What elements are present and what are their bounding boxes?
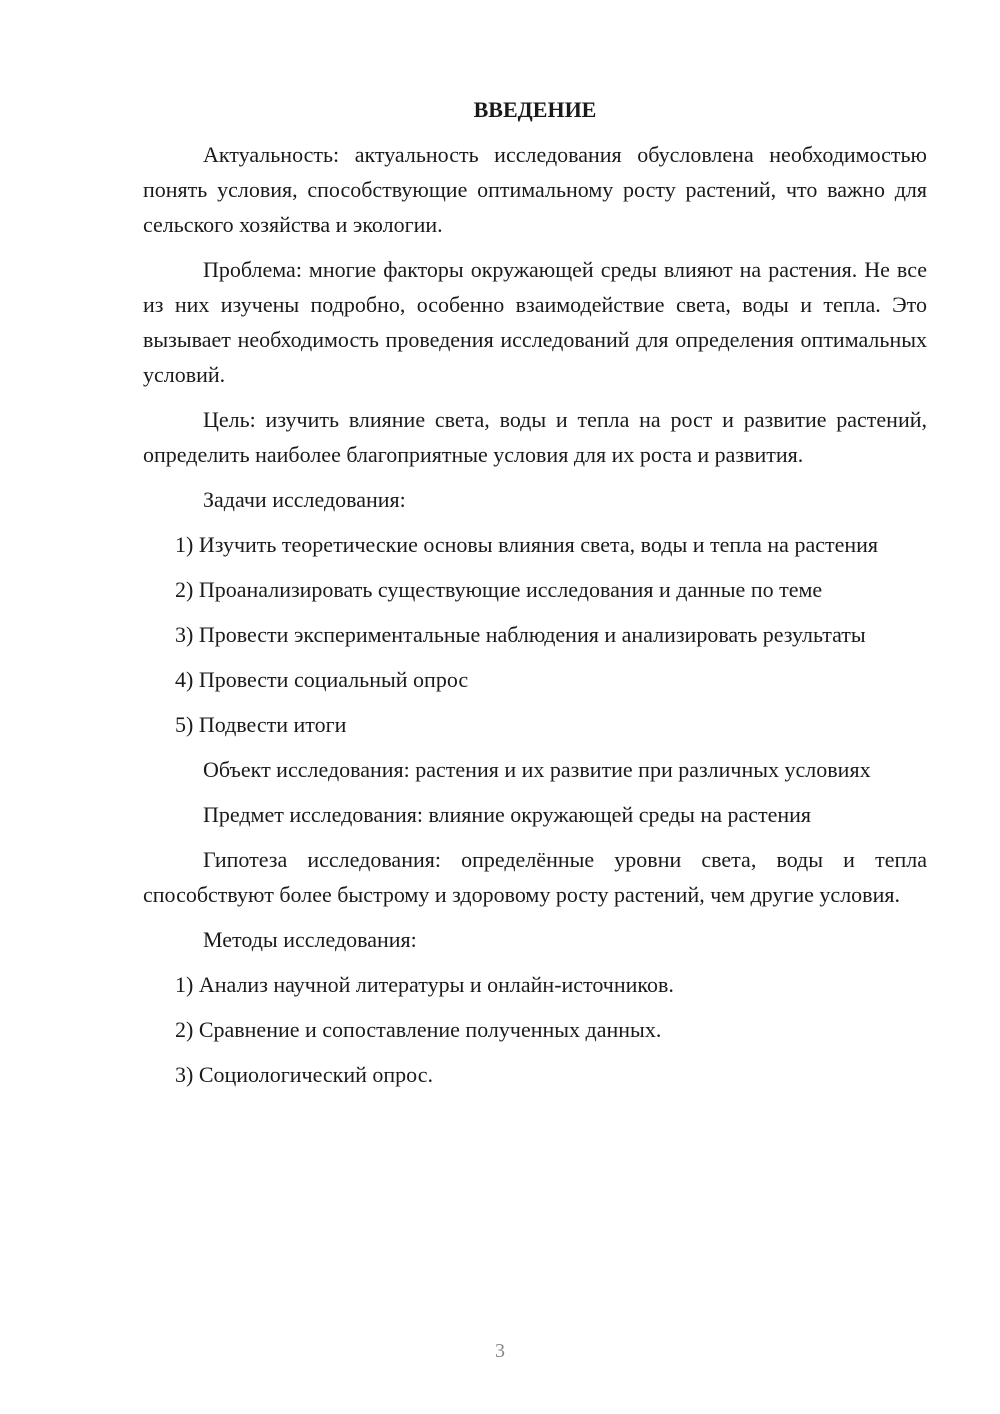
method-item-1: 1) Анализ научной литературы и онлайн-источников. — [175, 972, 674, 997]
problem-paragraph: Проблема: многие факторы окружающей среды влияют на растения. Не все из них изучены подробно, особенно взаимодействие света, воды и тепла. Это вызывает необходимость проведения исследований для определения оптимальных условий. — [143, 257, 927, 387]
tasks-heading: Задачи исследования: — [203, 487, 406, 512]
task-item-5: 5) Подвести итоги — [175, 712, 347, 737]
hypothesis-paragraph: Гипотеза исследования: определённые уровни света, воды и тепла способствуют более быстрому и здоровому росту растений, чем другие условия. — [143, 847, 927, 907]
task-item-3: 3) Провести экспериментальные наблюдения и анализировать результаты — [175, 622, 866, 647]
goal-paragraph: Цель: изучить влияние света, воды и тепла на рост и развитие растений, определить наиболее благоприятные условия для их роста и развития. — [143, 407, 927, 467]
method-item-3: 3) Социологический опрос. — [175, 1062, 433, 1087]
method-item-2: 2) Сравнение и сопоставление полученных данных. — [175, 1017, 662, 1042]
task-item-4: 4) Провести социальный опрос — [175, 667, 469, 692]
object-paragraph: Объект исследования: растения и их развитие при различных условиях — [203, 757, 871, 782]
task-item-2: 2) Проанализировать существующие исследования и данные по теме — [175, 577, 823, 602]
relevance-paragraph: Актуальность: актуальность исследования обусловлена необходимостью понять условия, способствующие оптимальному росту растений, что важно для сельского хозяйства и экологии. — [143, 142, 927, 237]
page-content — [143, 92, 927, 1102]
methods-heading: Методы исследования: — [203, 927, 417, 952]
section-title: ВВЕДЕНИЕ — [473, 97, 597, 122]
subject-paragraph: Предмет исследования: влияние окружающей среды на растения — [203, 802, 812, 827]
page-number: 3 — [495, 1340, 505, 1362]
task-item-1: 1) Изучить теоретические основы влияния света, воды и тепла на растения — [175, 532, 879, 557]
